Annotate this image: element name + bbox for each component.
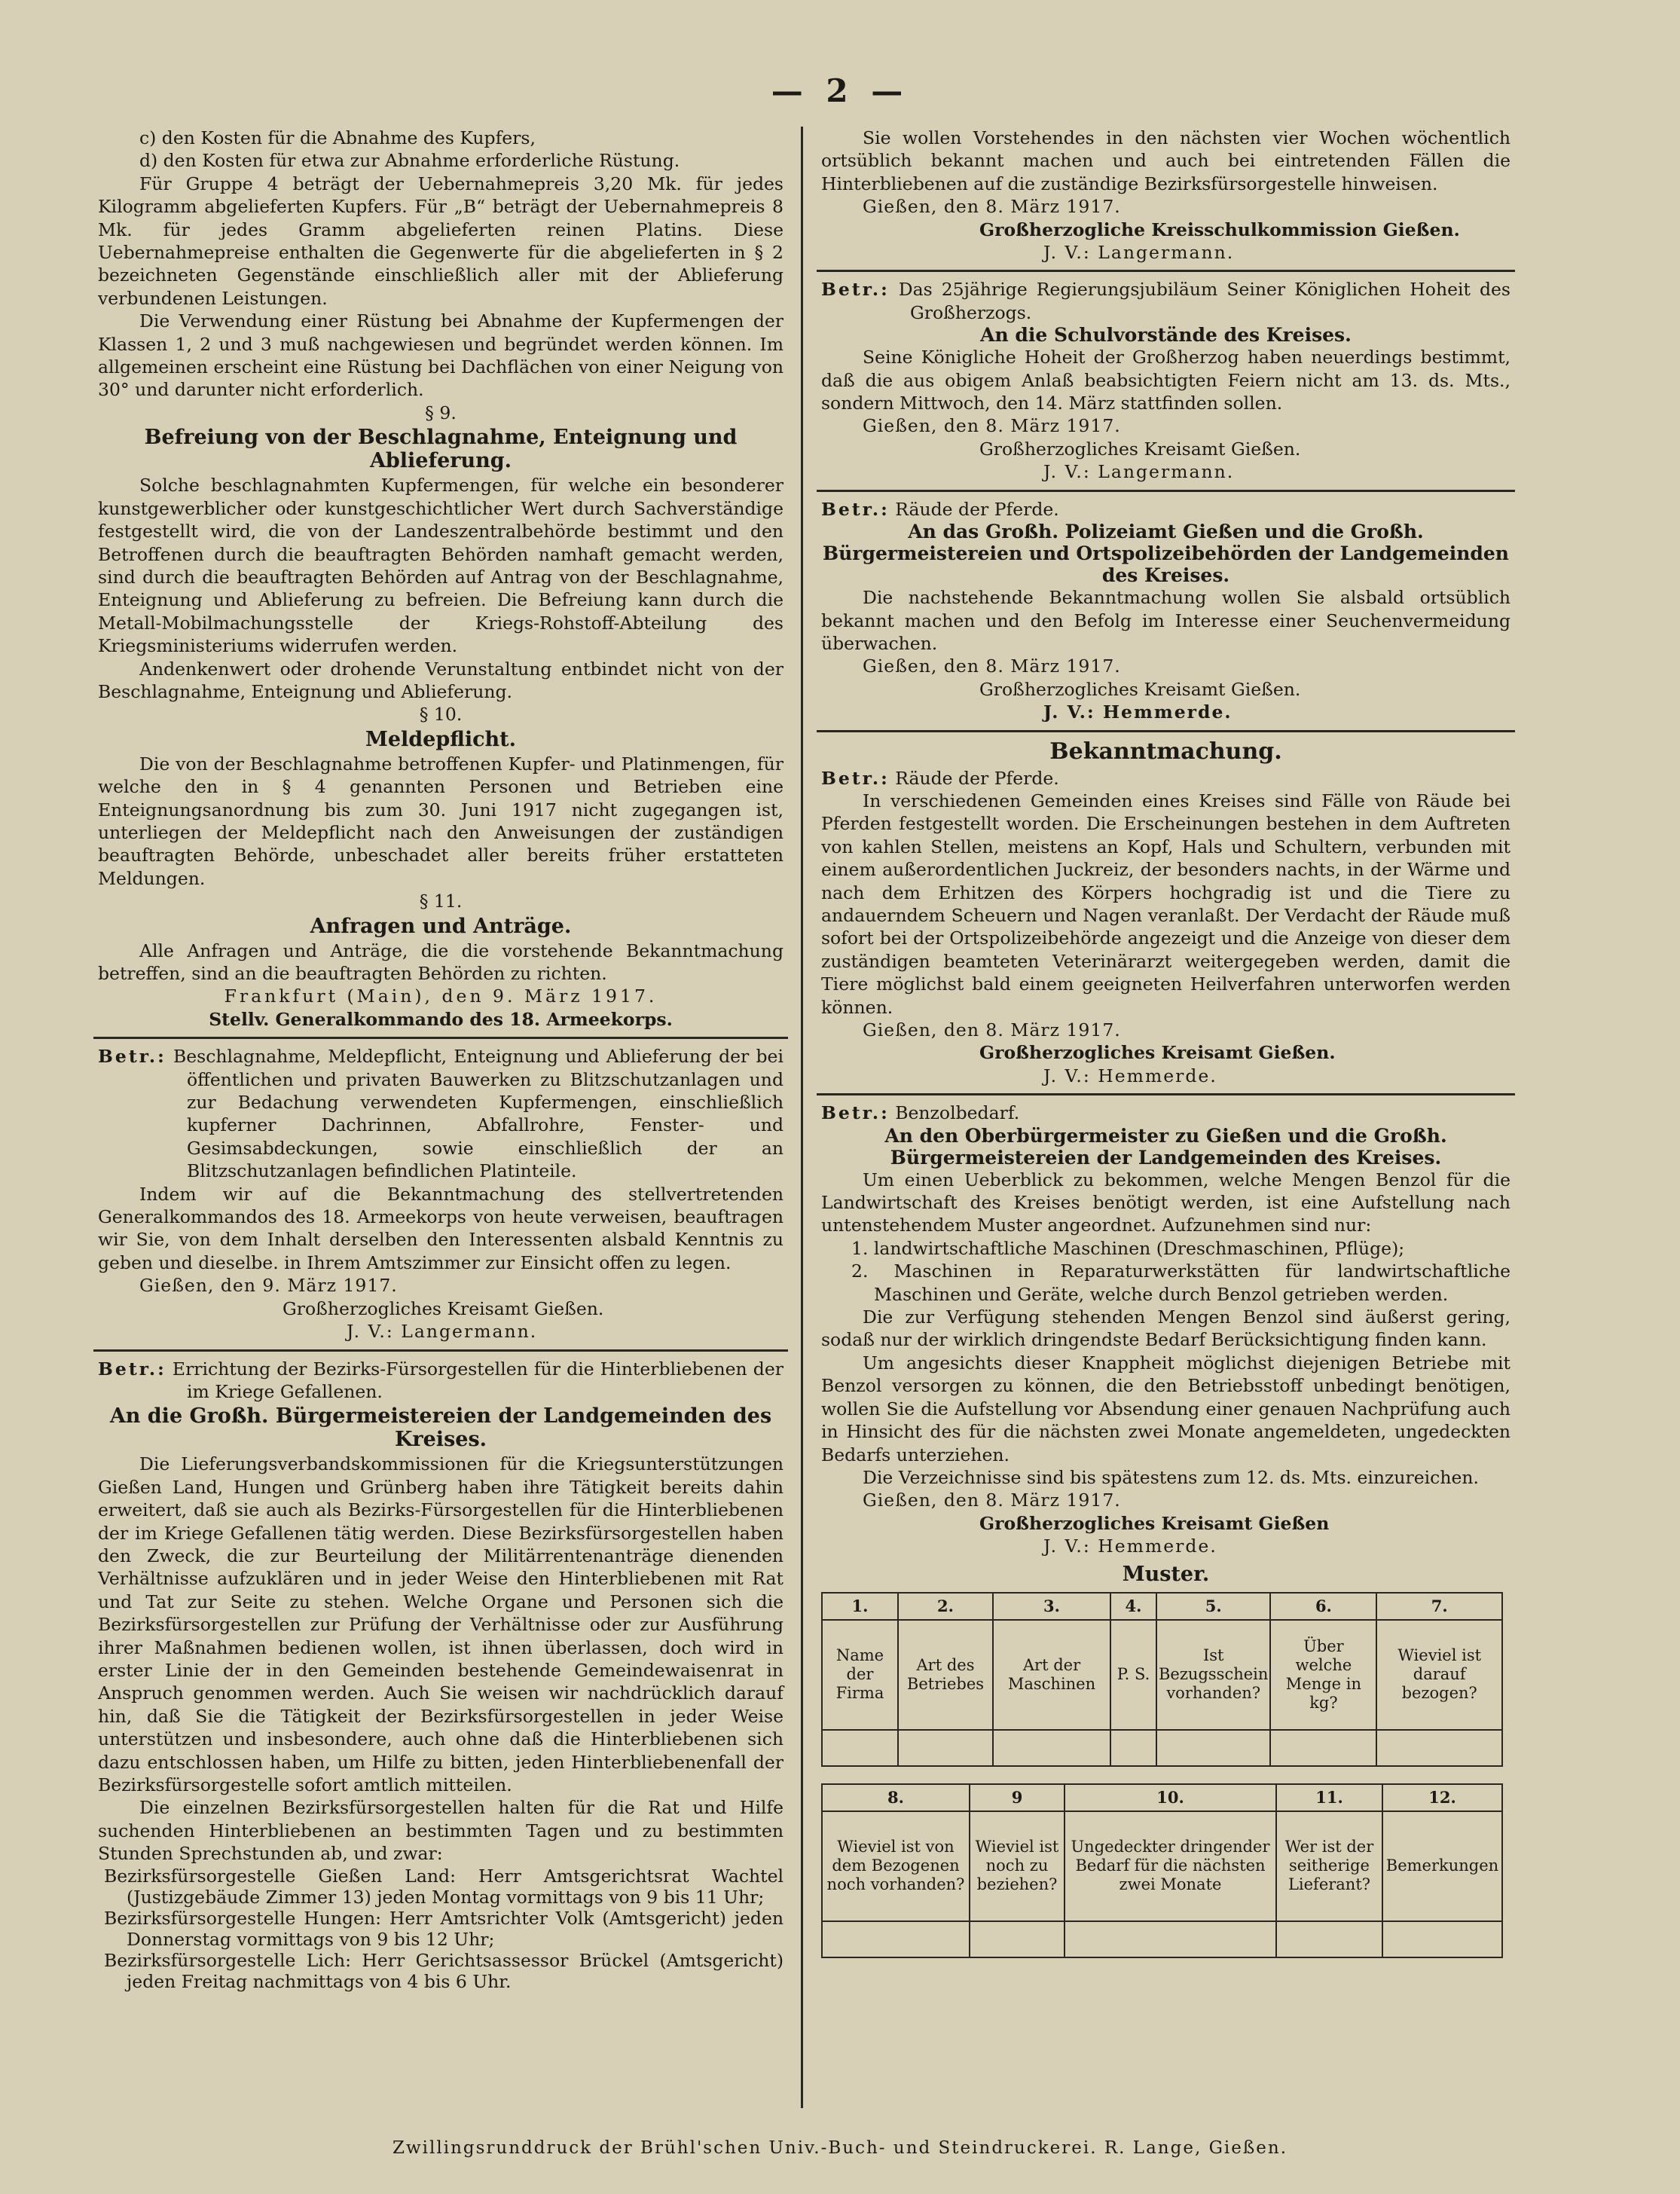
signature-name: J. V.: Hemmerde.: [1043, 1065, 1217, 1086]
table-cell: 11.: [1276, 1784, 1382, 1811]
betreff-label: Betr.:: [98, 1358, 166, 1380]
section-title: Befreiung von der Beschlagnahme, Enteignung und Ablieferung.: [144, 426, 738, 473]
table-cell: [1156, 1730, 1270, 1766]
section-number: § 11.: [419, 891, 463, 912]
dateline: Frankfurt (Main), den 9. März 1917.: [224, 985, 658, 1007]
muster-title: Muster.: [1122, 1562, 1210, 1586]
table-cell: 9: [970, 1784, 1065, 1811]
paragraph: Indem wir auf die Bekanntmachung des stellvertretenden Generalkommandos des 18. Armeekorps von heute verweisen, beauftragen wir Sie, von dem Inhalt derselben den Interessenten alsbald Kenntnis zu geben und dieselbe. in Ihrem Amtszimmer zur Einsicht offen zu legen.: [98, 1183, 783, 1273]
divider: [817, 730, 1515, 732]
paragraph: Die zur Verfügung stehenden Mengen Benzol sind äußerst gering, sodaß nur der wirklich dringendste Bedarf Berücksichtigung finden kann.: [821, 1306, 1510, 1351]
section-title: Meldepflicht.: [365, 727, 517, 751]
table-cell: [970, 1921, 1065, 1957]
list-item: 1. landwirtschaftliche Maschinen (Dreschmaschinen, Pflüge);: [851, 1237, 1405, 1259]
paragraph: Um einen Ueberblick zu bekommen, welche Mengen Benzol für die Landwirtschaft des Kreises benötigt werden, ist eine Aufstellung nach untenstehendem Muster angeordnet. Aufzunehmen sind nur:: [821, 1169, 1510, 1236]
left-column: [98, 127, 783, 1992]
signature-name: J. V.: Langermann.: [1043, 242, 1235, 264]
divider: [817, 1093, 1515, 1095]
table-cell: 8.: [822, 1784, 970, 1811]
list-item: 2. Maschinen in Reparaturwerkstätten für landwirtschaftliche Maschinen und Geräte, welche durch Benzol getrieben werden.: [851, 1260, 1510, 1305]
addressee: An den Oberbürgermeister zu Gießen und die Großh. Bürgermeistereien der Landgemeinden des Kreises.: [884, 1124, 1447, 1169]
betreff: [821, 1102, 1510, 1124]
betreff: [98, 1045, 783, 1182]
table-header: Ist Bezugsschein vorhanden?: [1156, 1620, 1270, 1730]
dateline: Gießen, den 8. März 1917.: [863, 196, 1121, 218]
section-title: Anfragen und Anträge.: [310, 914, 572, 938]
paragraph: Solche beschlagnahmten Kupfermengen, für welche ein besonderer kunstgewerblicher oder kunstgeschichtlicher Wert durch Sachverständige festgestellt wird, die von der Landeszentralbehörde bestimmt und den Betroffenen durch die beauftragten Behörden namhaft gemacht werden, sind durch die beauftragten Behörden auf Antrag von der Beschlagnahme, Enteignung und Ablieferung zu befreien. Die Befreiung kann durch die Metall-Mobilmachungsstelle der Kriegs-Rohstoff-Abteilung des Kriegsministeriums widerrufen werden.: [98, 475, 783, 657]
paragraph: Seine Königliche Hoheit der Großherzog haben neuerdings bestimmt, daß die aus obigem Anlaß beabsichtigten Feiern nicht am 13. ds. Mts., sondern Mittwoch, den 14. März stattfinden sollen.: [821, 347, 1510, 414]
betreff-subject: Das 25jährige Regierungsjubiläum Seiner Königlichen Hoheit des Großherzogs.: [898, 279, 1510, 323]
table-cell: [1376, 1730, 1502, 1766]
table-cell: [1270, 1730, 1376, 1766]
betreff-subject: Räude der Pferde.: [895, 498, 1059, 520]
table-cell: [1382, 1921, 1502, 1957]
dateline: Gießen, den 8. März 1917.: [863, 1019, 1121, 1040]
betreff-subject: Räude der Pferde.: [895, 767, 1059, 789]
betreff: [98, 1358, 783, 1404]
divider: [93, 1037, 788, 1039]
right-column: [821, 127, 1510, 1958]
table-cell: 4.: [1110, 1593, 1156, 1620]
section-number: § 10.: [419, 704, 463, 726]
signature-authority: Großherzogliches Kreisamt Gießen: [979, 1512, 1330, 1534]
paragraph: Die Verzeichnisse sind bis spätestens zum 12. ds. Mts. einzureichen.: [863, 1466, 1479, 1488]
table-header: Name der Firma: [822, 1620, 898, 1730]
table-cell: 2.: [898, 1593, 993, 1620]
table-cell: [898, 1730, 993, 1766]
paragraph: Alle Anfragen und Anträge, die die vorstehende Bekanntmachung betreffen, sind an die beauftragten Behörden zu richten.: [98, 940, 783, 984]
table-header: Wieviel ist von dem Bezogenen noch vorhanden?: [822, 1811, 970, 1921]
list-item: Bezirksfürsorgestelle Hungen: Herr Amtsrichter Volk (Amtsgericht) jeden Donnerstag vormittags von 9 bis 12 Uhr;: [104, 1907, 783, 1950]
signature-name: J. V.: Hemmerde.: [1043, 701, 1233, 723]
signature-authority: Großherzogliches Kreisamt Gießen.: [283, 1297, 604, 1319]
signature-authority: Großherzogliches Kreisamt Gießen.: [979, 678, 1301, 700]
betreff-label: Betr.:: [98, 1046, 166, 1068]
table-header: Ungedeckter dringender Bedarf für die nächsten zwei Monate: [1065, 1811, 1276, 1921]
betreff-label: Betr.:: [821, 279, 890, 301]
betreff-subject: Benzolbedarf.: [895, 1102, 1020, 1124]
table-cell: 12.: [1382, 1784, 1502, 1811]
paragraph: Die Verwendung einer Rüstung bei Abnahme der Kupfermengen der Klassen 1, 2 und 3 muß nachgewiesen und begründet werden können. Im allgemeinen erscheint eine Rüstung bei Dachflächen von einer Neigung von 30° und darunter nicht erforderlich.: [98, 310, 783, 401]
table-header: P. S.: [1110, 1620, 1156, 1730]
table-cell: 10.: [1065, 1784, 1276, 1811]
addressee: An die Schulvorstände des Kreises.: [980, 324, 1352, 347]
list-item: Bezirksfürsorgestelle Lich: Herr Gerichtsassessor Brückel (Amtsgericht) jeden Freitag nachmittags von 4 bis 6 Uhr.: [104, 1949, 783, 1992]
table-cell: 7.: [1376, 1593, 1502, 1620]
betreff-label: Betr.:: [821, 767, 890, 789]
table-cell: [1276, 1921, 1382, 1957]
paragraph: Für Gruppe 4 beträgt der Uebernahmepreis 3,20 Mk. für jedes Kilogramm abgelieferten Kupfers. Für „B“ beträgt der Uebernahmepreis 8 Mk. für jedes Gramm abgelieferten reinen Platins. Diese Uebernahmepreise enthalten die Gegenwerte für die abgelieferten in § 2 bezeichneten Gegenstände einschließlich aller mit der Ablieferung verbundenen Leistungen.: [98, 173, 783, 309]
signature-name: J. V.: Langermann.: [347, 1321, 538, 1343]
signature-authority: Großherzogliche Kreisschulkommission Gießen.: [979, 218, 1460, 240]
paragraph: Andenkenwert oder drohende Verunstaltung entbindet nicht von der Beschlagnahme, Enteignung und Ablieferung.: [98, 658, 783, 702]
column-divider: [801, 127, 803, 2108]
section-number: § 9.: [425, 402, 457, 423]
announcement-title: Bekanntmachung.: [1049, 738, 1282, 765]
paragraph: Die Lieferungsverbandskommissionen für die Kriegsunterstützungen Gießen Land, Hungen und Grünberg haben ihre Tätigkeit bereits dahin erweitert, daß sie auch als Bezirks-Fürsorgestellen für die Hinterbliebenen der im Kriege Gefallenen tätig werden. Diese Bezirksfürsorgestellen haben den Zweck, die zur Beurteilung der Militärrentenanträge dienenden Verhältnisse aufzuklären und in jeder Weise den Hinterbliebenen mit Rat und Tat zur Seite zu stehen. Welche Organe und Personen sich die Bezirksfürsorgestellen zur Prüfung der Verhältnisse oder zur Ausführung ihrer Maßnahmen bedienen wollen, ist ihnen überlassen, doch wird in erster Linie der in den Gemeinden bestehende Gemeindewaisenrat in Anspruch genommen werden. Auch Sie weisen wir nachdrücklich darauf hin, daß Sie die Tätigkeit der Bezirksfürsorgestellen in jeder Weise unterstützen und insbesondere, auch ohne daß die Hinterbliebenen sich dazu entschlossen haben, um Hilfe zu bitten, jeden Hinterbliebenenfall der Bezirksfürsorgestelle sofort amtlich mitteilen.: [98, 1453, 783, 1795]
paragraph: Die nachstehende Bekanntmachung wollen Sie alsbald ortsüblich bekannt machen und den Befolg im Interesse einer Seuchenvermeidung überwachen.: [821, 587, 1510, 654]
table-header-numbers: [822, 1784, 1502, 1811]
table-header-row: [822, 1620, 1502, 1730]
paragraph: Sie wollen Vorstehendes in den nächsten vier Wochen wöchentlich ortsüblich bekannt machen und auch bei eintretenden Fällen die Hinterbliebenen auf die zuständige Bezirksfürsorgestelle hinweisen.: [821, 127, 1510, 194]
table-row: [822, 1921, 1502, 1957]
dateline: Gießen, den 8. März 1917.: [863, 1490, 1121, 1511]
table-cell: 5.: [1156, 1593, 1270, 1620]
signature-authority: Stellv. Generalkommando des 18. Armeekorps.: [209, 1008, 673, 1030]
addressee: An die Großh. Bürgermeistereien der Landgemeinden des Kreises.: [109, 1404, 772, 1452]
paragraph: Die von der Beschlagnahme betroffenen Kupfer- und Platinmengen, für welche den in § 4 genannten Personen und Betrieben eine Enteignungsanordnung bis zum 30. Juni 1917 nicht zugegangen ist, unterliegen der Meldepflicht nach den Anweisungen der zuständigen beauftragten Behörde, unbeschadet aller bereits früher erstatteten Meldungen.: [98, 753, 783, 889]
divider: [93, 1349, 788, 1352]
betreff-label: Betr.:: [821, 1102, 890, 1124]
table-header: Wieviel ist darauf bezogen?: [1376, 1620, 1502, 1730]
list-item-c: c) den Kosten für die Abnahme des Kupfers,: [139, 127, 536, 148]
table-header: Wer ist der seitherige Lieferant?: [1276, 1811, 1382, 1921]
table-header: Art der Maschinen: [993, 1620, 1110, 1730]
signature-name: J. V.: Hemmerde.: [1043, 1535, 1217, 1557]
betreff-subject: Beschlagnahme, Meldepflicht, Enteignung und Ablieferung der bei öffentlichen und privaten Bauwerken zu Blitzschutzanlagen und zur Bedachung verwendeten Kupfermengen, einschließlich kupferner Dachrinnen, Abfallrohre, Fenster- und Gesimsabdeckungen, sowie einschließlich der an Blitzschutzanlagen befindlichen Platinteile.: [173, 1046, 783, 1182]
table-cell: [822, 1730, 898, 1766]
signature-name: J. V.: Langermann.: [1043, 461, 1235, 483]
table-cell: [993, 1730, 1110, 1766]
table-header: Wieviel ist noch zu beziehen?: [970, 1811, 1065, 1921]
signature-authority: Großherzogliches Kreisamt Gießen.: [979, 438, 1301, 460]
addressee: An das Großh. Polizeiamt Gießen und die Großh. Bürgermeistereien und Ortspolizeibehörden der Landgemeinden des Kreises.: [823, 521, 1509, 587]
table-row: [822, 1730, 1502, 1766]
paragraph: Die einzelnen Bezirksfürsorgestellen halten für die Rat und Hilfe suchenden Hinterbliebenen an bestimmten Tagen und zu bestimmten Stunden Sprechstunden ab, und zwar:: [98, 1797, 783, 1865]
table-cell: 1.: [822, 1593, 898, 1620]
betreff: [821, 767, 1510, 790]
dateline: Gießen, den 9. März 1917.: [139, 1275, 398, 1297]
table-header-row: [822, 1811, 1502, 1921]
table-header-numbers: [822, 1593, 1502, 1620]
printer-imprint: Zwillingsrunddruck der Brühl'schen Univ.-Buch- und Steindruckerei. R. Lange, Gießen.: [392, 2138, 1288, 2158]
betreff-subject: Errichtung der Bezirks-Fürsorgestellen für die Hinterbliebenen der im Kriege Gefallenen.: [172, 1358, 783, 1402]
list-item: Bezirksfürsorgestelle Gießen Land: Herr Amtsgerichtsrat Wachtel (Justizgebäude Zimmer 13) jeden Montag vormittags von 9 bis 11 Uhr;: [104, 1865, 783, 1908]
betreff: [821, 498, 1510, 521]
dateline: Gießen, den 8. März 1917.: [863, 415, 1121, 437]
betreff: [821, 278, 1510, 324]
table-cell: 6.: [1270, 1593, 1376, 1620]
table-cell: [1065, 1921, 1276, 1957]
signature-authority: Großherzogliches Kreisamt Gießen.: [979, 1042, 1336, 1064]
table-cell: [822, 1921, 970, 1957]
list-item-d: d) den Kosten für etwa zur Abnahme erforderliche Rüstung.: [139, 150, 680, 172]
muster-table-1: [821, 1592, 1503, 1767]
divider: [817, 490, 1515, 492]
table-cell: [1110, 1730, 1156, 1766]
table-header: Bemerkungen: [1382, 1811, 1502, 1921]
table-cell: 3.: [993, 1593, 1110, 1620]
table-header: Art des Betriebes: [898, 1620, 993, 1730]
dateline: Gießen, den 8. März 1917.: [863, 655, 1121, 677]
table-header: Über welche Menge in kg?: [1270, 1620, 1376, 1730]
divider: [817, 270, 1515, 272]
paragraph: Um angesichts dieser Knappheit möglichst diejenigen Betriebe mit Benzol versorgen zu können, die den Betriebsstoff unbedingt benötigen, wollen Sie die Aufstellung vor Absendung einer genauen Nachprüfung auch in Hinsicht des für die nächsten zwei Monate angemeldeten, ungedeckten Bedarfs unterziehen.: [821, 1352, 1510, 1465]
betreff-label: Betr.:: [821, 498, 890, 520]
muster-table-2: [821, 1783, 1503, 1958]
page-number: — 2 —: [771, 72, 909, 109]
paragraph: In verschiedenen Gemeinden eines Kreises sind Fälle von Räude bei Pferden festgestellt worden. Die Erscheinungen bestehen in dem Auftreten von kahlen Stellen, meistens an Kopf, Hals und Schultern, verbunden mit einem außerordentlichen Juckreiz, der besonders nachts, in der Wärme und nach dem Erhitzen des Körpers hochgradig ist und die Tiere zu andauerndem Scheuern und Nagen veranlaßt. Der Verdacht der Räude muß sofort bei der Ortspolizeibehörde angezeigt und die Anzeige von dieser dem zuständigen beamteten Veterinärarzt weitergegeben werden, damit die Tiere möglichst bald einem geeigneten Heilverfahren unterworfen werden können.: [821, 790, 1510, 1018]
